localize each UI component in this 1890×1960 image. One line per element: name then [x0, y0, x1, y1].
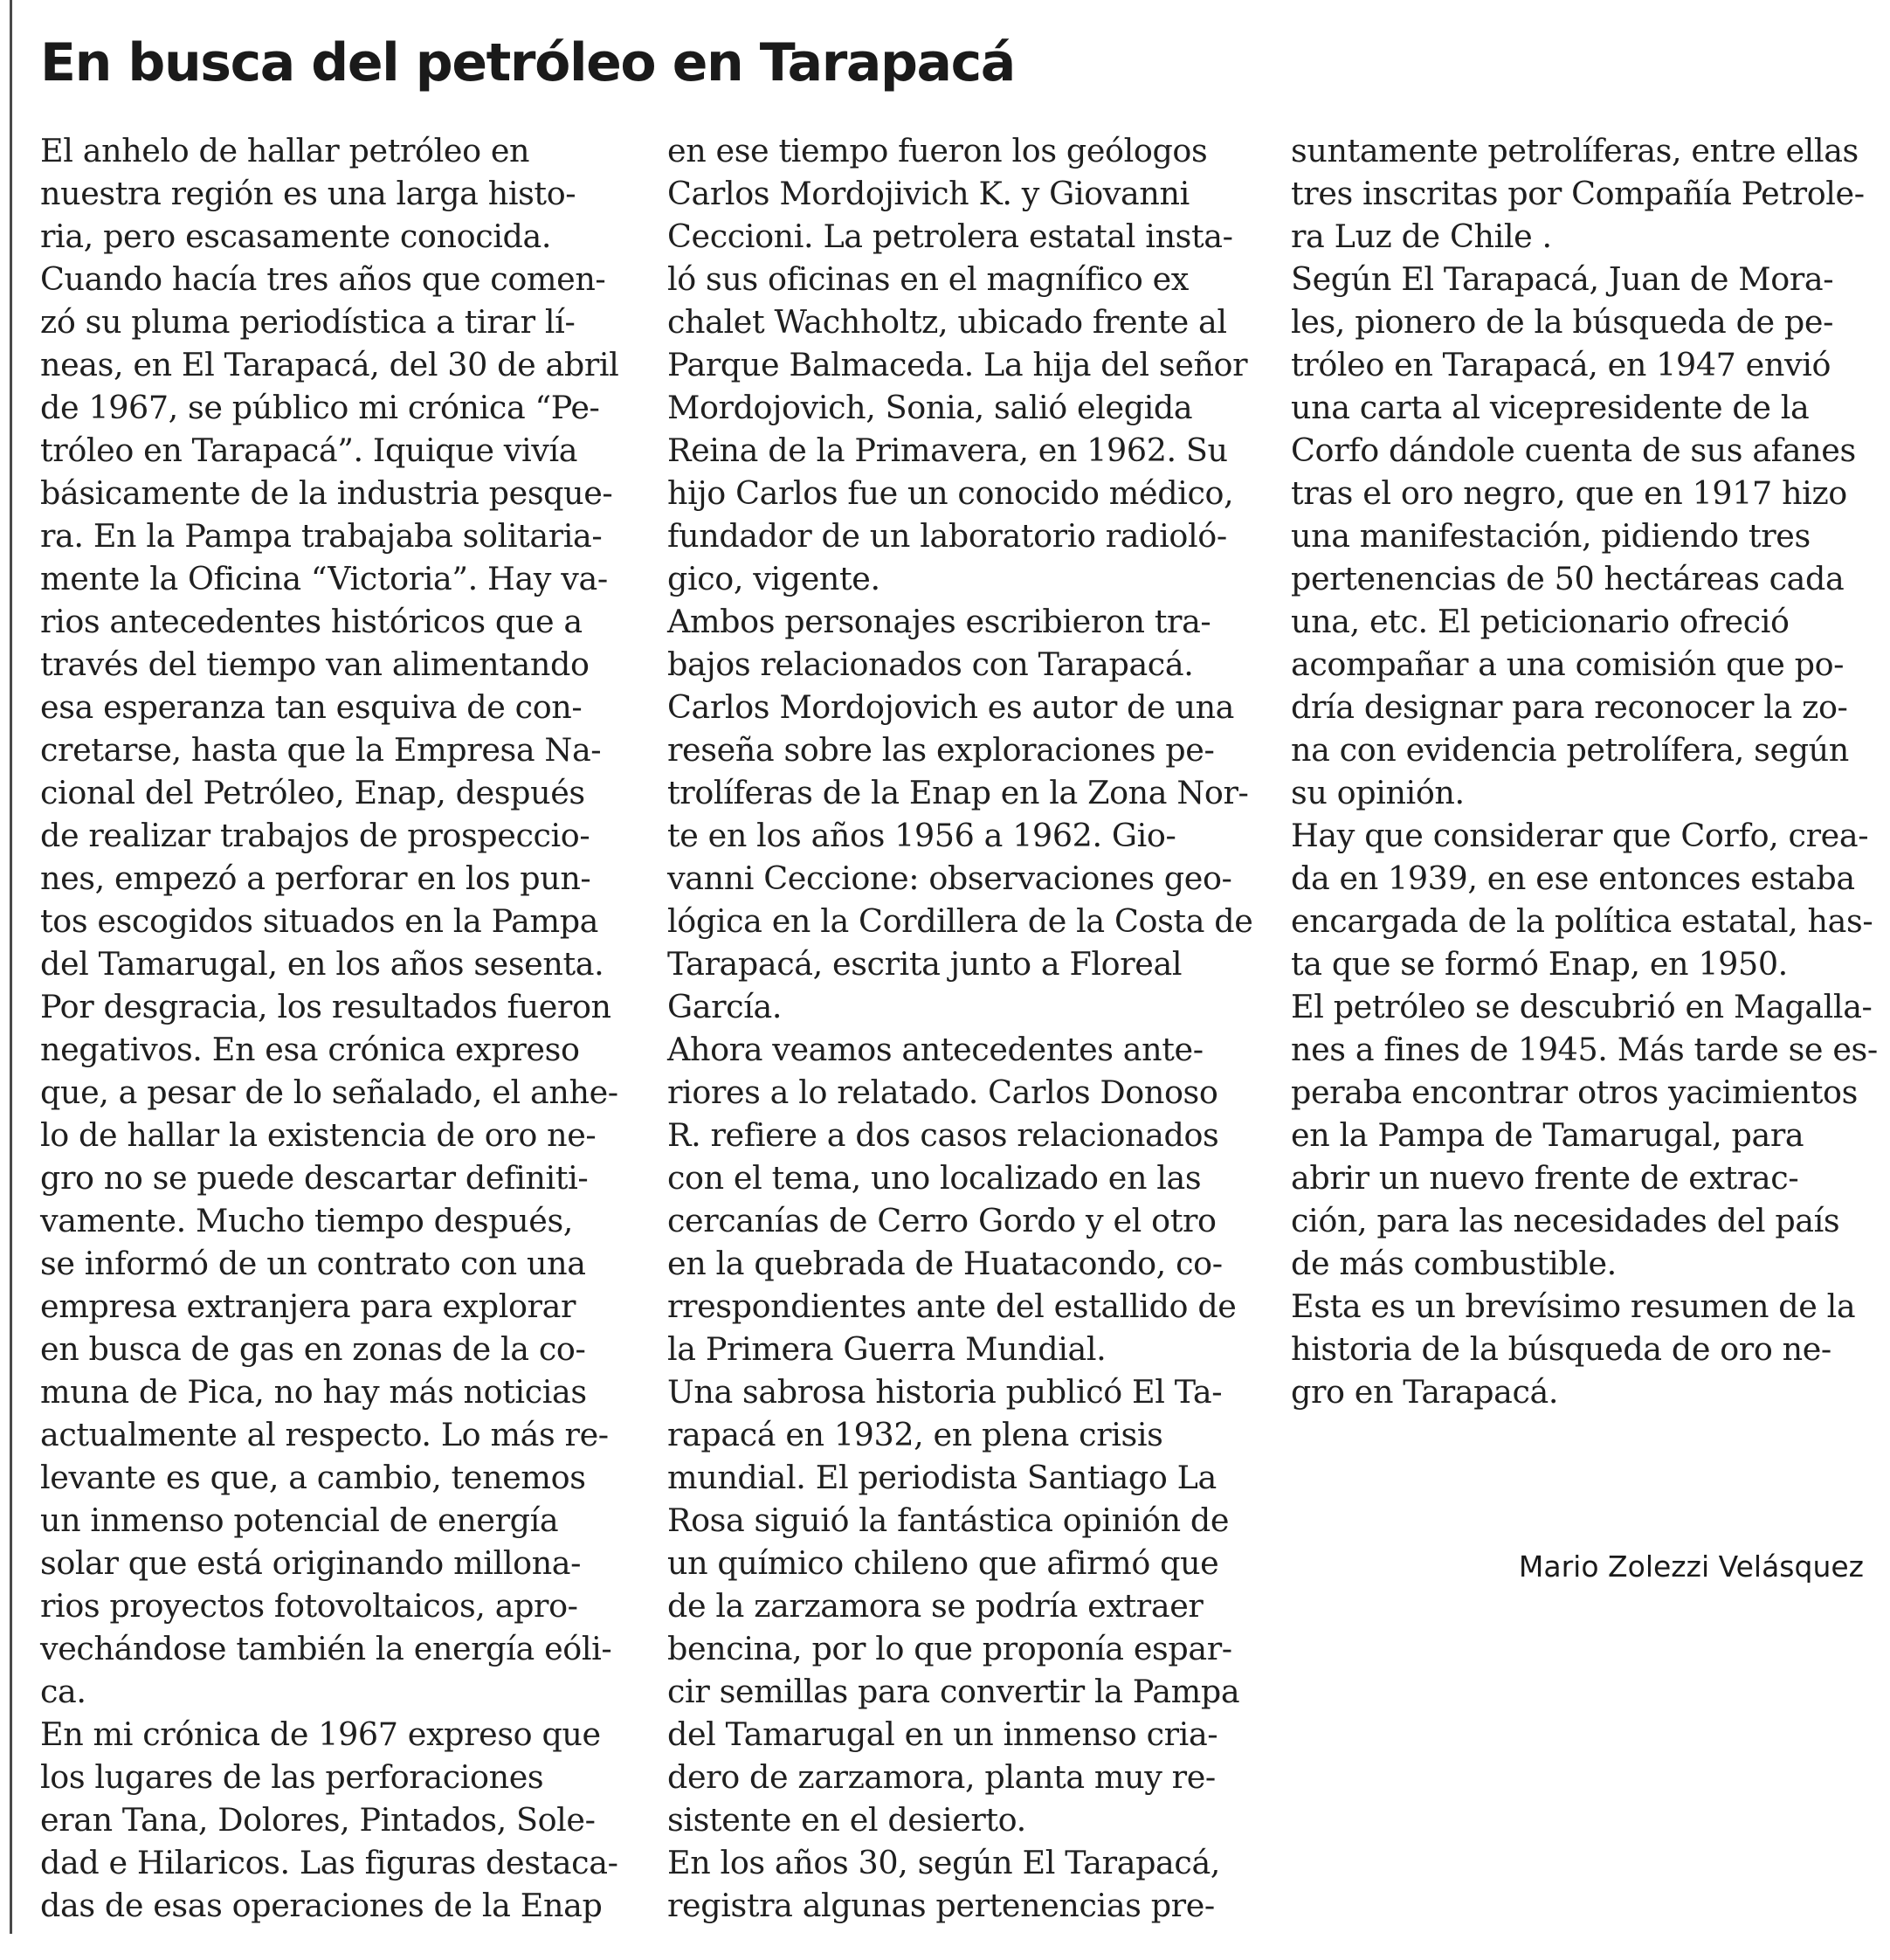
text-line: En los años 30, según El Tarapacá,	[667, 1844, 1221, 1881]
text-line: trolíferas de la Enap en la Zona Nor-	[667, 774, 1249, 811]
text-line: nuestra región es una larga histo-	[40, 175, 576, 212]
text-line: dría designar para reconocer la zo-	[1291, 688, 1848, 726]
text-line: que, a pesar de lo señalado, el anhe-	[40, 1073, 618, 1111]
text-line: negativos. En esa crónica expreso	[40, 1031, 580, 1068]
article-column-1	[40, 129, 634, 1927]
text-line: muna de Pica, no hay más noticias	[40, 1373, 587, 1411]
text-line: ria, pero escasamente conocida.	[40, 217, 552, 255]
text-line: dero de zarzamora, planta muy re-	[667, 1758, 1216, 1796]
text-line: Parque Balmaceda. La hija del señor	[667, 346, 1248, 383]
text-line: rapacá en 1932, en plena crisis	[667, 1416, 1163, 1453]
text-line: historia de la búsqueda de oro ne-	[1291, 1330, 1831, 1368]
text-line: das de esas operaciones de la Enap	[40, 1887, 603, 1924]
text-line: El petróleo se descubrió en Magalla-	[1291, 988, 1873, 1025]
text-line: ló sus oficinas en el magnífico ex	[667, 260, 1189, 298]
text-line: Carlos Mordojovich es autor de una	[667, 688, 1235, 726]
text-line: vamente. Mucho tiempo después,	[40, 1202, 573, 1239]
text-line: ción, para las necesidades del país	[1291, 1202, 1840, 1239]
text-line: Reina de la Primavera, en 1962. Su	[667, 431, 1228, 469]
text-line: cercanías de Cerro Gordo y el otro	[667, 1202, 1217, 1239]
text-line: suntamente petrolíferas, entre ellas	[1291, 132, 1859, 169]
text-line: en busca de gas en zonas de la co-	[40, 1330, 586, 1368]
text-line: ra. En la Pampa trabajaba solitaria-	[40, 517, 603, 555]
text-line: se informó de un contrato con una	[40, 1245, 586, 1282]
text-line: través del tiempo van alimentando	[40, 645, 590, 683]
text-line: rios antecedentes históricos que a	[40, 603, 583, 640]
text-line: riores a lo relatado. Carlos Donoso	[667, 1073, 1218, 1111]
text-line: una carta al vicepresidente de la	[1291, 389, 1810, 426]
text-line: de la zarzamora se podría extraer	[667, 1587, 1204, 1625]
text-line: bajos relacionados con Tarapacá.	[667, 645, 1194, 683]
text-line: en la Pampa de Tamarugal, para	[1291, 1116, 1804, 1154]
text-line: Según El Tarapacá, Juan de Mora-	[1291, 260, 1834, 298]
text-line: la Primera Guerra Mundial.	[667, 1330, 1107, 1368]
text-line: chalet Wachholtz, ubicado frente al	[667, 303, 1227, 341]
text-line: Rosa siguió la fantástica opinión de	[667, 1501, 1230, 1539]
text-line: Hay que considerar que Corfo, crea-	[1291, 817, 1869, 854]
text-line: dad e Hilaricos. Las figuras destaca-	[40, 1844, 618, 1881]
text-line: en ese tiempo fueron los geólogos	[667, 132, 1208, 169]
text-line: nes, empezó a perforar en los pun-	[40, 859, 591, 897]
text-line: actualmente al respecto. Lo más re-	[40, 1416, 609, 1453]
text-line: empresa extranjera para explorar	[40, 1287, 576, 1325]
text-line: R. refiere a dos casos relacionados	[667, 1116, 1219, 1154]
text-line: tras el oro negro, que en 1917 hizo	[1291, 474, 1847, 512]
text-line: eran Tana, Dolores, Pintados, Sole-	[40, 1801, 596, 1839]
text-line: tróleo en Tarapacá”. Iquique vivía	[40, 431, 578, 469]
text-line: na con evidencia petrolífera, según	[1291, 731, 1849, 769]
text-line: les, pionero de la búsqueda de pe-	[1291, 303, 1834, 341]
text-line: gro no se puede descartar definiti-	[40, 1159, 589, 1197]
text-line: sistente en el desierto.	[667, 1801, 1026, 1839]
text-line: ra Luz de Chile .	[1291, 217, 1552, 255]
text-line: una, etc. El peticionario ofreció	[1291, 603, 1790, 640]
text-line: García.	[667, 988, 783, 1025]
text-line: hijo Carlos fue un conocido médico,	[667, 474, 1234, 512]
text-line: mente la Oficina “Victoria”. Hay va-	[40, 560, 608, 597]
text-line: te en los años 1956 a 1962. Gio-	[667, 817, 1176, 854]
text-line: tróleo en Tarapacá, en 1947 envió	[1291, 346, 1831, 383]
text-line: levante es que, a cambio, tenemos	[40, 1459, 586, 1496]
text-line: Ahora veamos antecedentes ante-	[667, 1031, 1204, 1068]
text-line: solar que está originando millona-	[40, 1544, 582, 1582]
text-line: El anhelo de hallar petróleo en	[40, 132, 530, 169]
text-line: gro en Tarapacá.	[1291, 1373, 1559, 1411]
text-line: ta que se formó Enap, en 1950.	[1291, 945, 1788, 983]
text-line: zó su pluma periodística a tirar lí-	[40, 303, 576, 341]
text-line: rios proyectos fotovoltaicos, apro-	[40, 1587, 578, 1625]
text-line: nes a fines de 1945. Más tarde se es-	[1291, 1031, 1878, 1068]
text-line: Por desgracia, los resultados fueron	[40, 988, 611, 1025]
text-line: los lugares de las perforaciones	[40, 1758, 544, 1796]
text-line: Mordojovich, Sonia, salió elegida	[667, 389, 1193, 426]
text-line: básicamente de la industria pesque-	[40, 474, 613, 512]
text-line: Cuando hacía tres años que comen-	[40, 260, 606, 298]
text-line: tos escogidos situados en la Pampa	[40, 902, 599, 940]
text-line: tres inscritas por Compañía Petrole-	[1291, 175, 1865, 212]
text-line: cional del Petróleo, Enap, después	[40, 774, 585, 811]
text-line: registra algunas pertenencias pre-	[667, 1887, 1215, 1924]
text-line: reseña sobre las exploraciones pe-	[667, 731, 1215, 769]
text-line: da en 1939, en ese entonces estaba	[1291, 859, 1855, 897]
text-line: un inmenso potencial de energía	[40, 1501, 559, 1539]
text-line: Carlos Mordojivich K. y Giovanni	[667, 175, 1190, 212]
text-line: esa esperanza tan esquiva de con-	[40, 688, 583, 726]
text-line: Tarapacá, escrita junto a Floreal	[667, 945, 1183, 983]
page-left-rule	[10, 0, 12, 1934]
text-line: un químico chileno que afirmó que	[667, 1544, 1219, 1582]
text-line: lógica en la Cordillera de la Costa de	[667, 902, 1253, 940]
article-headline: En busca del petróleo en Tarapacá	[40, 32, 1015, 93]
text-line: en la quebrada de Huatacondo, co-	[667, 1245, 1223, 1282]
text-line: con el tema, uno localizado en las	[667, 1159, 1202, 1197]
text-line: bencina, por lo que proponía espar-	[667, 1630, 1232, 1667]
text-line: Ceccioni. La petrolera estatal insta-	[667, 217, 1233, 255]
text-line: encargada de la política estatal, has-	[1291, 902, 1873, 940]
article-byline: Mario Zolezzi Velásquez	[1518, 1549, 1864, 1584]
text-line: lo de hallar la existencia de oro ne-	[40, 1116, 597, 1154]
text-line: del Tamarugal en un inmenso cria-	[667, 1715, 1218, 1753]
text-line: peraba encontrar otros yacimientos	[1291, 1073, 1858, 1111]
article-column-3	[1291, 129, 1885, 1413]
text-line: cir semillas para convertir la Pampa	[667, 1673, 1240, 1710]
text-line: de 1967, se público mi crónica “Pe-	[40, 389, 600, 426]
text-line: abrir un nuevo frente de extrac-	[1291, 1159, 1799, 1197]
article-column-2	[667, 129, 1261, 1927]
text-line: Ambos personajes escribieron tra-	[667, 603, 1211, 640]
text-line: del Tamarugal, en los años sesenta.	[40, 945, 604, 983]
text-line: pertenencias de 50 hectáreas cada	[1291, 560, 1845, 597]
text-line: rrespondientes ante del estallido de	[667, 1287, 1237, 1325]
text-line: de más combustible.	[1291, 1245, 1617, 1282]
text-line: Esta es un brevísimo resumen de la	[1291, 1287, 1856, 1325]
text-line: cretarse, hasta que la Empresa Na-	[40, 731, 602, 769]
text-line: Una sabrosa historia publicó El Ta-	[667, 1373, 1223, 1411]
text-line: Corfo dándole cuenta de sus afanes	[1291, 431, 1856, 469]
text-line: de realizar trabajos de prospeccio-	[40, 817, 590, 854]
text-line: mundial. El periodista Santiago La	[667, 1459, 1217, 1496]
text-line: acompañar a una comisión que po-	[1291, 645, 1845, 683]
text-line: En mi crónica de 1967 expreso que	[40, 1715, 601, 1753]
text-line: fundador de un laboratorio radioló-	[667, 517, 1227, 555]
text-line: su opinión.	[1291, 774, 1465, 811]
text-line: ca.	[40, 1673, 86, 1710]
text-line: neas, en El Tarapacá, del 30 de abril	[40, 346, 619, 383]
text-line: vanni Ceccione: observaciones geo-	[667, 859, 1232, 897]
text-line: vechándose también la energía eóli-	[40, 1630, 612, 1667]
text-line: una manifestación, pidiendo tres	[1291, 517, 1811, 555]
text-line: gico, vigente.	[667, 560, 880, 597]
